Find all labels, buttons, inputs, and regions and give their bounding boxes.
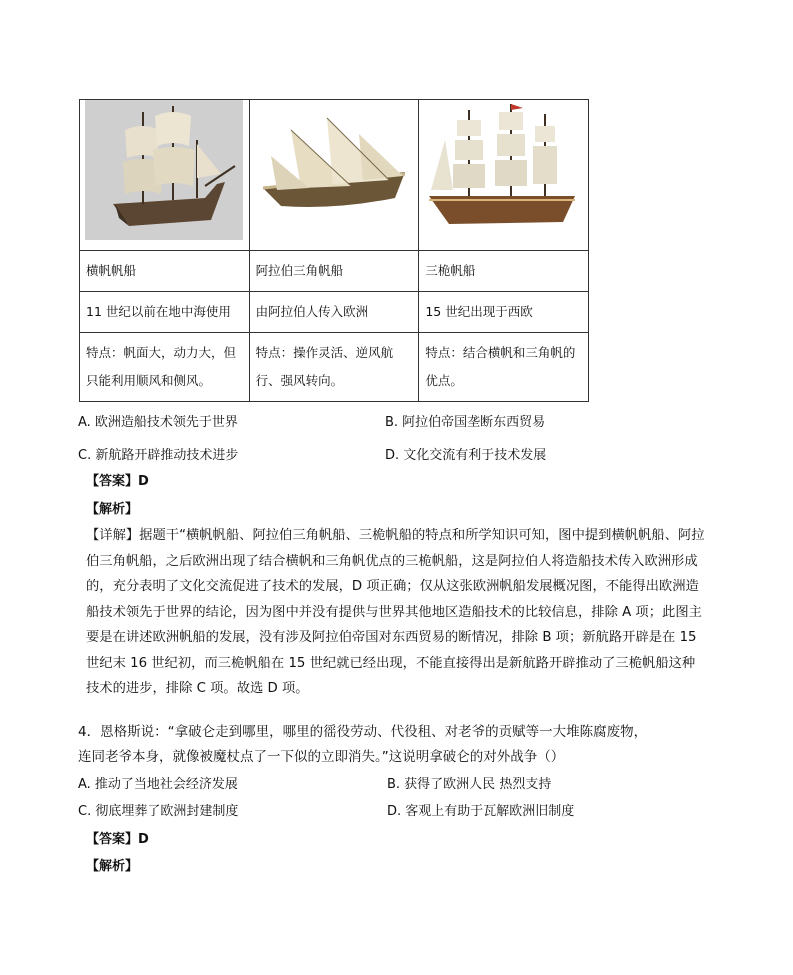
three-mast-ship-image bbox=[419, 100, 589, 251]
q3-option-b: B. 阿拉伯帝国垄断东西贸易 bbox=[385, 415, 546, 430]
ship-name-cell: 横帆帆船 bbox=[80, 251, 250, 292]
ship-feature-cell: 特点：帆面大，动力大，但只能利用顺风和侧风。 bbox=[80, 333, 250, 402]
q4-option-c: C. 彻底埋葬了欧洲封建制度 bbox=[78, 804, 239, 819]
q4-analysis-label: 【解析】 bbox=[86, 859, 139, 874]
lateen-ship-icon bbox=[255, 100, 413, 240]
q3-option-a: A. 欧洲造船技术领先于世界 bbox=[78, 415, 238, 430]
three-mast-ship-icon bbox=[425, 100, 583, 240]
q4-stem-line1: 4．恩格斯说：“拿破仑走到哪里，哪里的徭役劳动、代役租、对老爷的贡赋等一大堆陈腐废物， bbox=[78, 724, 648, 740]
q4-option-a: A. 推动了当地社会经济发展 bbox=[78, 777, 238, 792]
ship-feature-cell: 特点：结合横帆和三角帆的优点。 bbox=[419, 333, 589, 402]
q3-option-d: D. 文化交流有利于技术发展 bbox=[385, 448, 547, 463]
ship-table bbox=[79, 99, 589, 402]
ship-note-cell: 15 世纪出现于西欧 bbox=[419, 292, 589, 333]
lateen-ship-image bbox=[249, 100, 419, 251]
q3-option-c: C. 新航路开辟推动技术进步 bbox=[78, 448, 239, 463]
ship-name-cell: 阿拉伯三角帆船 bbox=[249, 251, 419, 292]
ship-note-cell: 由阿拉伯人传入欧洲 bbox=[249, 292, 419, 333]
ship-name-row bbox=[80, 251, 589, 292]
q4-answer: 【答案】D bbox=[86, 832, 149, 847]
q4-option-d: D. 客观上有助于瓦解欧洲旧制度 bbox=[387, 804, 575, 819]
square-rig-ship-image bbox=[80, 100, 250, 251]
q3-analysis-label: 【解析】 bbox=[86, 502, 139, 517]
ship-name-cell: 三桅帆船 bbox=[419, 251, 589, 292]
square-rig-ship-icon bbox=[85, 100, 243, 240]
ship-note-row bbox=[80, 292, 589, 333]
ship-feature-cell: 特点：操作灵活、逆风航行、强风转向。 bbox=[249, 333, 419, 402]
ship-note-cell: 11 世纪以前在地中海使用 bbox=[80, 292, 250, 333]
q3-detail: 【详解】据题干“横帆帆船、阿拉伯三角帆船、三桅帆船的特点和所学知识可知，图中提到横帆帆船、阿拉伯三角帆船，之后欧洲出现了结合横帆和三角帆优点的三桅帆船，这是阿拉伯人将造船技术传入欧洲形成的，充分表明了文化交流促进了技术的发展，D 项正确；仅从这张欧洲帆船发展概况图，不能得出欧洲造船技术领先于世界的结论，因为图中并没有提供与世界其他地区造船技术的比较信息，排除 A 项；此图主要是在讲述欧洲帆船的发展，没有涉及阿拉伯帝国对东西贸易的断情况，排除 B 项；新航路开辟是在 15 世纪末 16 世纪初，而三桅帆船在 15 世纪就已经出现，不能直接得出是新航路开辟推动了三桅帆船这种技术的进步，排除 C 项。故选 D 项。 bbox=[86, 528, 705, 696]
ship-feature-row bbox=[80, 333, 589, 402]
q4-stem-line2: 连同老爷本身，就像被魔杖点了一下似的立即消失。”这说明拿破仑的对外战争（） bbox=[78, 749, 565, 765]
q3-answer: 【答案】D bbox=[86, 474, 149, 489]
q4-option-b: B. 获得了欧洲人民 热烈支持 bbox=[387, 777, 552, 792]
image-row bbox=[80, 100, 589, 251]
